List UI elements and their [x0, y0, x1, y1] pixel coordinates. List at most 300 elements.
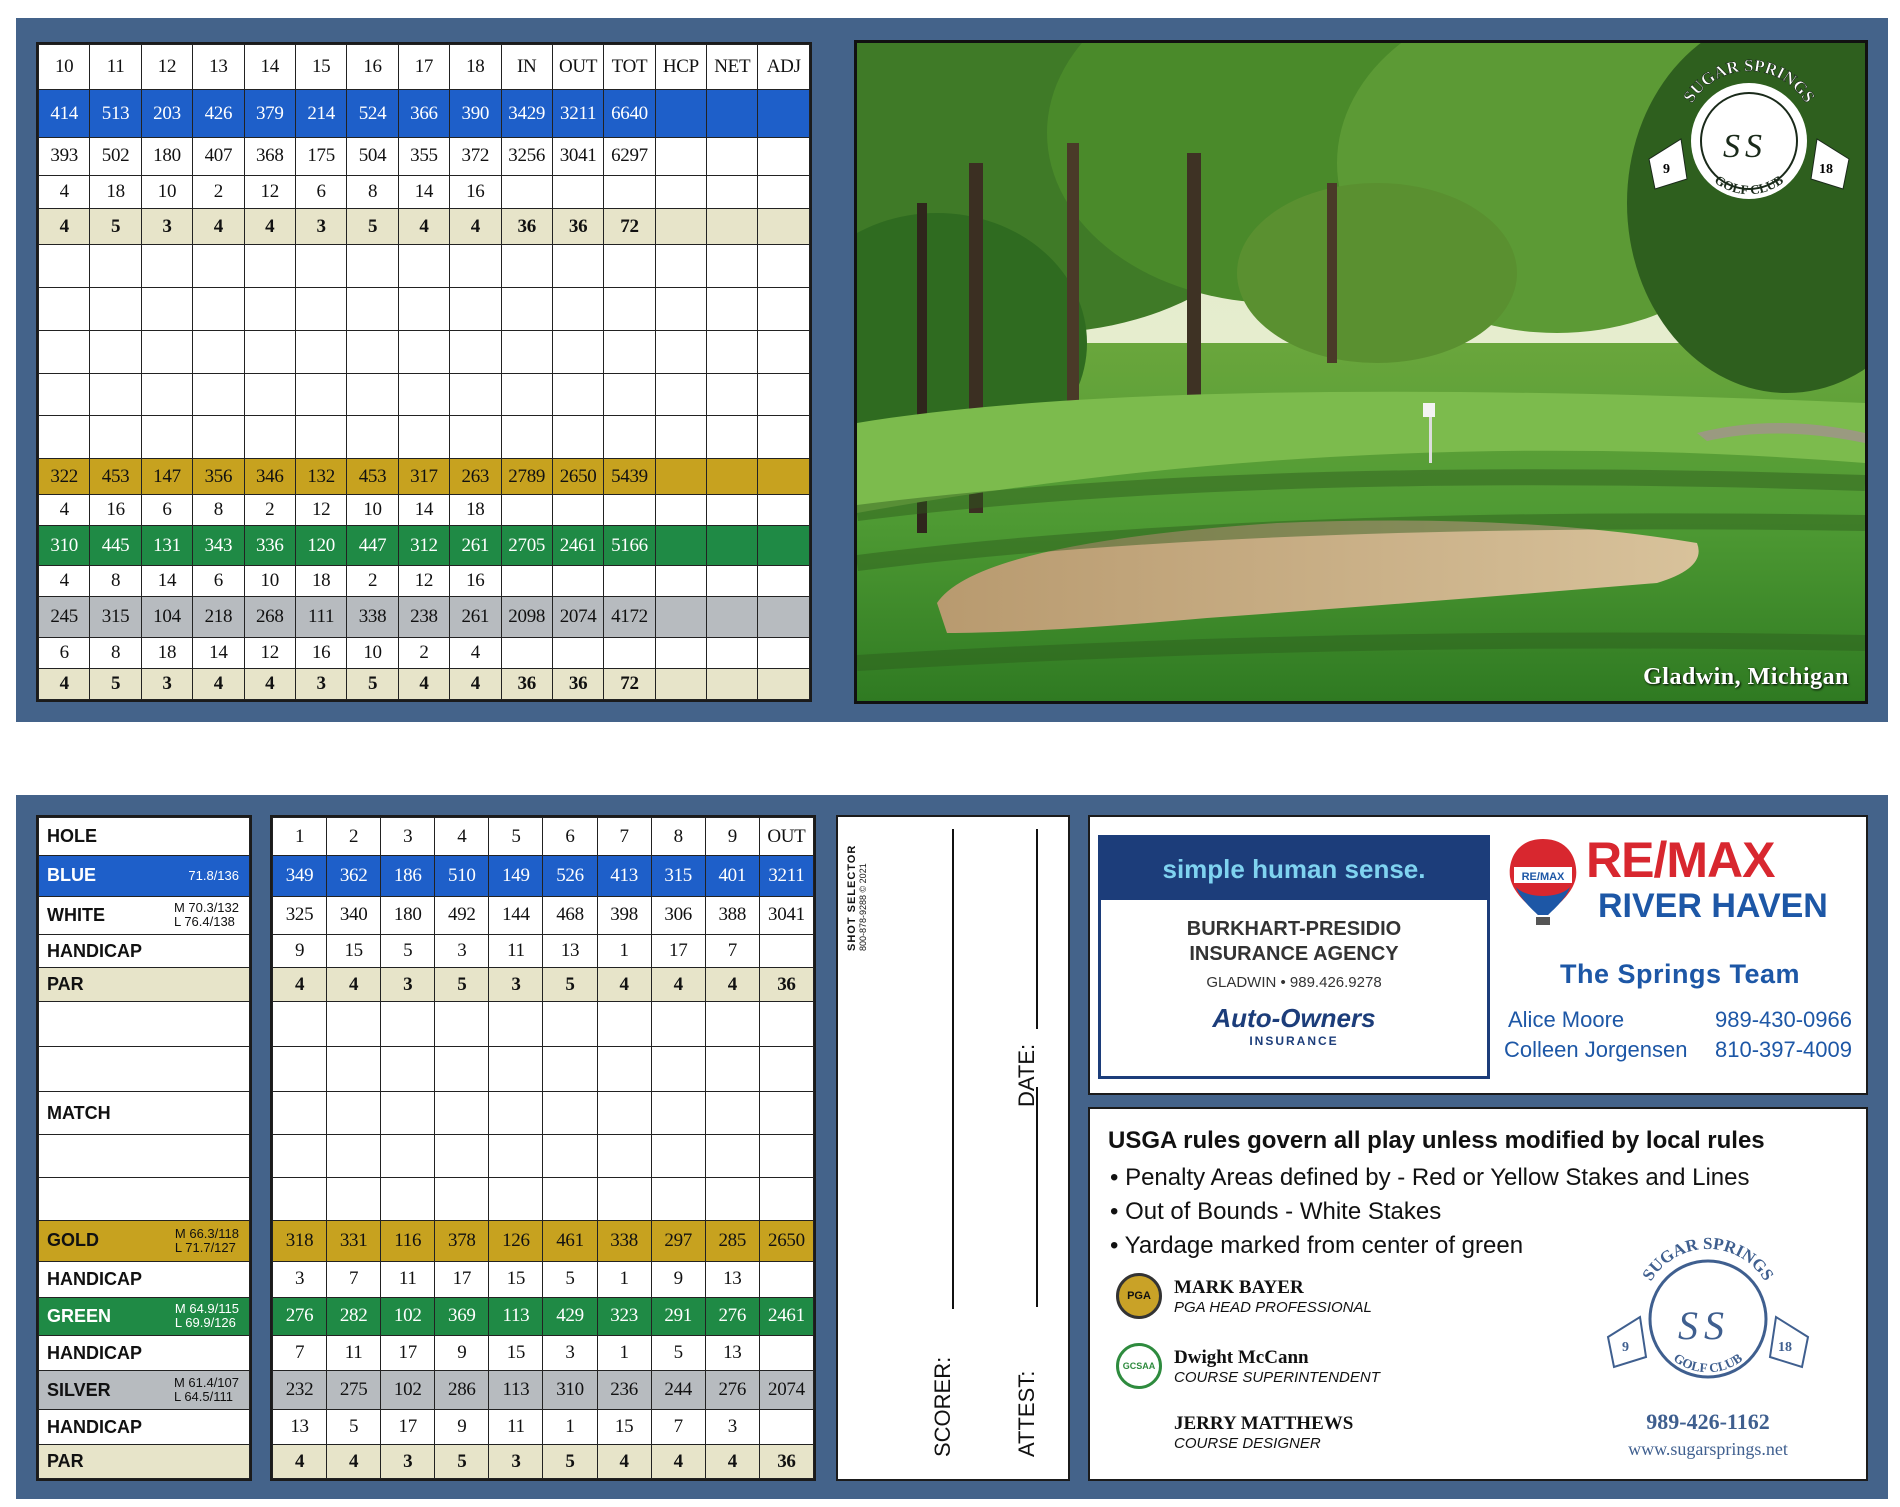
- yardage-cell: [501, 566, 552, 597]
- hole-header: 6: [543, 818, 597, 856]
- blank-row: [39, 416, 810, 459]
- score-cell[interactable]: [651, 1001, 705, 1046]
- score-cell[interactable]: [597, 1135, 651, 1178]
- yardage-cell: 393: [39, 137, 90, 175]
- score-cell[interactable]: [655, 526, 706, 566]
- yardage-cell: 5: [90, 209, 141, 245]
- logo-flag-right: 18: [1819, 162, 1833, 177]
- score-cell[interactable]: [758, 526, 810, 566]
- score-cell[interactable]: [758, 416, 810, 459]
- score-cell[interactable]: [244, 416, 295, 459]
- score-cell[interactable]: [655, 373, 706, 416]
- score-cell[interactable]: [655, 459, 706, 495]
- yardage-cell: [759, 1261, 813, 1297]
- yardage-cell: 17: [651, 934, 705, 967]
- yardage-cell: 263: [450, 459, 501, 495]
- score-cell[interactable]: [758, 637, 810, 668]
- score-cell[interactable]: [604, 245, 655, 288]
- yardage-cell: 2789: [501, 459, 552, 495]
- hcp-row: [273, 1335, 814, 1371]
- score-cell[interactable]: [552, 287, 603, 330]
- yardage-cell: 5439: [604, 459, 655, 495]
- hole-header: TOT: [604, 45, 655, 90]
- yardage-cell: 276: [705, 1297, 759, 1335]
- yardage-cell: [759, 1335, 813, 1371]
- score-cell[interactable]: [707, 245, 758, 288]
- score-cell[interactable]: [758, 373, 810, 416]
- score-cell[interactable]: [655, 597, 706, 637]
- yardage-cell: 2650: [552, 459, 603, 495]
- row-label-text: MATCH: [47, 1102, 111, 1123]
- score-cell[interactable]: [193, 373, 244, 416]
- yardage-cell: 131: [141, 526, 192, 566]
- header-label-row: [39, 818, 250, 856]
- score-cell[interactable]: [450, 330, 501, 373]
- yardage-cell: 3: [381, 1445, 435, 1479]
- logo-name: SUGAR SPRINGS: [1679, 55, 1819, 106]
- gold-row: [273, 1221, 814, 1262]
- blank-row: [39, 373, 810, 416]
- yardage-cell: 72: [604, 668, 655, 699]
- score-cell[interactable]: [489, 1135, 543, 1178]
- score-cell[interactable]: [327, 1047, 381, 1092]
- score-cell[interactable]: [705, 1135, 759, 1178]
- yardage-cell: 18: [295, 566, 346, 597]
- score-cell[interactable]: [327, 1001, 381, 1046]
- score-cell[interactable]: [655, 668, 706, 699]
- yardage-cell: 276: [705, 1371, 759, 1409]
- score-cell[interactable]: [450, 373, 501, 416]
- yardage-cell: 3: [141, 209, 192, 245]
- shot-selector-brand: [846, 831, 886, 951]
- score-cell[interactable]: [501, 245, 552, 288]
- score-cell[interactable]: [347, 245, 398, 288]
- score-cell[interactable]: [501, 373, 552, 416]
- score-cell[interactable]: [244, 245, 295, 288]
- club-logo-white: [1639, 49, 1859, 219]
- yardage-cell: 11: [327, 1335, 381, 1371]
- yardage-cell: 2650: [759, 1221, 813, 1262]
- score-cell[interactable]: [450, 287, 501, 330]
- yardage-cell: 453: [90, 459, 141, 495]
- yardage-cell: 4: [39, 175, 90, 208]
- score-cell[interactable]: [327, 1178, 381, 1221]
- yardage-cell: 325: [273, 896, 327, 934]
- logo-name: SUGAR SPRINGS: [1638, 1233, 1778, 1284]
- yardage-cell: 2461: [552, 526, 603, 566]
- score-cell[interactable]: [651, 1092, 705, 1135]
- score-cell[interactable]: [655, 287, 706, 330]
- remax-logo: RE/MAX: [1586, 832, 1775, 888]
- score-cell[interactable]: [543, 1178, 597, 1221]
- score-cell[interactable]: [501, 416, 552, 459]
- score-cell[interactable]: [381, 1001, 435, 1046]
- yardage-cell: 414: [39, 90, 90, 138]
- score-cell[interactable]: [655, 137, 706, 175]
- green-row: [273, 1297, 814, 1335]
- yardage-cell: 282: [327, 1297, 381, 1335]
- yardage-cell: 2: [244, 495, 295, 526]
- yardage-cell: 120: [295, 526, 346, 566]
- score-cell[interactable]: [273, 1047, 327, 1092]
- score-cell[interactable]: [655, 495, 706, 526]
- score-cell[interactable]: [707, 459, 758, 495]
- par-label-row: [39, 968, 250, 1001]
- hcp-row: [273, 1261, 814, 1297]
- score-cell[interactable]: [381, 1135, 435, 1178]
- score-cell[interactable]: [141, 245, 192, 288]
- score-cell[interactable]: [381, 1178, 435, 1221]
- yardage-cell: 15: [489, 1261, 543, 1297]
- yardage-cell: 4: [450, 637, 501, 668]
- score-cell[interactable]: [141, 416, 192, 459]
- score-cell[interactable]: [295, 330, 346, 373]
- yardage-cell: 3: [543, 1335, 597, 1371]
- score-cell[interactable]: [759, 1135, 813, 1178]
- yardage-cell: 14: [398, 495, 449, 526]
- score-cell[interactable]: [552, 330, 603, 373]
- score-cell[interactable]: [758, 459, 810, 495]
- score-cell[interactable]: [552, 245, 603, 288]
- yardage-cell: 4: [273, 968, 327, 1001]
- score-cell[interactable]: [707, 668, 758, 699]
- yardage-cell: 426: [193, 90, 244, 138]
- score-cell[interactable]: [347, 330, 398, 373]
- score-cell[interactable]: [705, 1092, 759, 1135]
- yardage-cell: 3: [273, 1261, 327, 1297]
- score-cell[interactable]: [295, 416, 346, 459]
- yardage-cell: 338: [597, 1221, 651, 1262]
- agency-line1: BURKHART-PRESIDIO: [1186, 918, 1402, 940]
- insurance-ad: [1098, 835, 1490, 1079]
- row-label-text: HOLE: [47, 826, 98, 847]
- score-cell[interactable]: [707, 597, 758, 637]
- yardage-cell: 214: [295, 90, 346, 138]
- yardage-cell: 312: [398, 526, 449, 566]
- score-cell[interactable]: [707, 90, 758, 138]
- score-cell[interactable]: [295, 287, 346, 330]
- yardage-cell: 297: [651, 1221, 705, 1262]
- yardage-cell: 447: [347, 526, 398, 566]
- yardage-cell: 186: [381, 856, 435, 897]
- score-cell[interactable]: [759, 1092, 813, 1135]
- score-cell[interactable]: [707, 566, 758, 597]
- yardage-cell: 4: [651, 968, 705, 1001]
- yardage-cell: 36: [759, 1445, 813, 1479]
- score-cell[interactable]: [435, 1047, 489, 1092]
- yardage-cell: 4: [651, 1445, 705, 1479]
- blue-row: [273, 856, 814, 897]
- score-cell[interactable]: [244, 287, 295, 330]
- score-cell[interactable]: [759, 1178, 813, 1221]
- yardage-cell: 261: [450, 597, 501, 637]
- yardage-cell: 9: [651, 1261, 705, 1297]
- score-cell[interactable]: [604, 330, 655, 373]
- score-cell[interactable]: [193, 330, 244, 373]
- score-cell[interactable]: [597, 1001, 651, 1046]
- score-cell[interactable]: [39, 373, 90, 416]
- score-cell[interactable]: [381, 1092, 435, 1135]
- yardage-cell: 261: [450, 526, 501, 566]
- yardage-cell: 3: [705, 1409, 759, 1445]
- header-row: [39, 45, 810, 90]
- score-cell[interactable]: [489, 1047, 543, 1092]
- yardage-cell: 317: [398, 459, 449, 495]
- svg-text:S: S: [1723, 128, 1740, 165]
- yardage-cell: 4: [327, 1445, 381, 1479]
- date-line[interactable]: [1036, 829, 1038, 1029]
- front-labels-table: [38, 817, 250, 1479]
- score-cell[interactable]: [707, 526, 758, 566]
- club-website[interactable]: www.sugarsprings.net: [1628, 1439, 1788, 1459]
- yardage-cell: 3211: [759, 856, 813, 897]
- yardage-cell: 7: [705, 934, 759, 967]
- score-cell[interactable]: [705, 1178, 759, 1221]
- score-cell[interactable]: [141, 330, 192, 373]
- score-cell[interactable]: [489, 1001, 543, 1046]
- score-cell[interactable]: [39, 330, 90, 373]
- yardage-cell: 10: [347, 637, 398, 668]
- score-cell[interactable]: [597, 1178, 651, 1221]
- row-label-text: PAR: [47, 974, 84, 995]
- score-cell[interactable]: [705, 1047, 759, 1092]
- yardage-cell: 6: [295, 175, 346, 208]
- yardage-cell: 390: [450, 90, 501, 138]
- yardage-cell: 318: [273, 1221, 327, 1262]
- score-cell[interactable]: [758, 330, 810, 373]
- back-nine-table: [38, 44, 810, 700]
- green-label-row: [39, 1297, 250, 1335]
- score-cell[interactable]: [90, 245, 141, 288]
- score-cell[interactable]: [604, 416, 655, 459]
- score-cell[interactable]: [193, 416, 244, 459]
- yardage-cell: 4: [39, 566, 90, 597]
- insurance-tagline: simple human sense.: [1101, 838, 1487, 900]
- score-cell[interactable]: [295, 245, 346, 288]
- score-cell[interactable]: [39, 245, 90, 288]
- score-cell[interactable]: [273, 1001, 327, 1046]
- scorer-line[interactable]: [952, 829, 954, 1309]
- yardage-cell: 10: [347, 495, 398, 526]
- score-cell[interactable]: [39, 287, 90, 330]
- yardage-cell: 11: [381, 1261, 435, 1297]
- score-cell[interactable]: [552, 416, 603, 459]
- photo-caption: Gladwin, Michigan: [1643, 664, 1849, 690]
- score-cell[interactable]: [90, 330, 141, 373]
- score-cell[interactable]: [707, 637, 758, 668]
- yardage-cell: 14: [398, 175, 449, 208]
- score-cell[interactable]: [273, 1178, 327, 1221]
- yardage-cell: 3: [381, 968, 435, 1001]
- score-cell[interactable]: [758, 175, 810, 208]
- score-cell[interactable]: [435, 1001, 489, 1046]
- score-cell[interactable]: [655, 330, 706, 373]
- yardage-cell: 1: [597, 1261, 651, 1297]
- score-cell[interactable]: [758, 287, 810, 330]
- score-cell[interactable]: [707, 175, 758, 208]
- score-cell[interactable]: [655, 566, 706, 597]
- score-cell[interactable]: [552, 373, 603, 416]
- score-cell[interactable]: [597, 1047, 651, 1092]
- score-cell[interactable]: [758, 137, 810, 175]
- score-cell[interactable]: [651, 1135, 705, 1178]
- score-cell[interactable]: [543, 1135, 597, 1178]
- score-cell[interactable]: [273, 1092, 327, 1135]
- front-nine-labels: [36, 815, 252, 1481]
- score-cell[interactable]: [758, 245, 810, 288]
- score-cell[interactable]: [327, 1092, 381, 1135]
- hcp-label-row: [39, 1335, 250, 1371]
- yardage-cell: [759, 934, 813, 967]
- score-cell[interactable]: [347, 287, 398, 330]
- score-cell[interactable]: [398, 416, 449, 459]
- score-cell[interactable]: [398, 287, 449, 330]
- score-cell[interactable]: [141, 373, 192, 416]
- score-cell[interactable]: [39, 416, 90, 459]
- yardage-cell: 12: [398, 566, 449, 597]
- hole-header: 8: [651, 818, 705, 856]
- attest-line[interactable]: [1036, 1087, 1038, 1307]
- row-label: [39, 1178, 250, 1221]
- staff-name: Dwight McCann: [1174, 1346, 1309, 1368]
- score-cell[interactable]: [193, 287, 244, 330]
- score-cell[interactable]: [327, 1135, 381, 1178]
- score-cell[interactable]: [604, 373, 655, 416]
- white-row: [273, 896, 814, 934]
- score-cell[interactable]: [651, 1178, 705, 1221]
- score-cell[interactable]: [501, 287, 552, 330]
- score-cell[interactable]: [655, 175, 706, 208]
- yardage-cell: 306: [651, 896, 705, 934]
- score-cell[interactable]: [244, 330, 295, 373]
- score-cell[interactable]: [381, 1047, 435, 1092]
- attest-label: ATTEST:: [1014, 1370, 1039, 1457]
- score-cell[interactable]: [450, 416, 501, 459]
- score-cell[interactable]: [543, 1047, 597, 1092]
- yardage-cell: 15: [489, 1335, 543, 1371]
- score-cell[interactable]: [707, 416, 758, 459]
- yardage-cell: 238: [398, 597, 449, 637]
- yardage-cell: 14: [141, 566, 192, 597]
- score-cell[interactable]: [758, 90, 810, 138]
- score-cell[interactable]: [141, 287, 192, 330]
- score-cell[interactable]: [501, 330, 552, 373]
- rule-item: • Penalty Areas defined by - Red or Yellow Stakes and Lines: [1110, 1164, 1750, 1191]
- yardage-cell: 3: [295, 209, 346, 245]
- yardage-cell: 36: [552, 668, 603, 699]
- score-cell[interactable]: [193, 245, 244, 288]
- blank-row: [273, 1001, 814, 1046]
- blank-row: [273, 1178, 814, 1221]
- blank-row: [273, 1092, 814, 1135]
- yardage-cell: 338: [347, 597, 398, 637]
- score-cell[interactable]: [655, 416, 706, 459]
- score-cell[interactable]: [604, 287, 655, 330]
- score-cell[interactable]: [707, 495, 758, 526]
- score-cell[interactable]: [347, 416, 398, 459]
- yardage-cell: 368: [244, 137, 295, 175]
- score-cell[interactable]: [655, 209, 706, 245]
- score-cell[interactable]: [759, 1047, 813, 1092]
- score-cell[interactable]: [244, 373, 295, 416]
- score-cell[interactable]: [758, 597, 810, 637]
- score-cell[interactable]: [90, 373, 141, 416]
- blank-row: [39, 330, 810, 373]
- score-cell[interactable]: [273, 1135, 327, 1178]
- row-label: [39, 1092, 250, 1135]
- score-cell[interactable]: [707, 373, 758, 416]
- yardage-cell: 4: [327, 968, 381, 1001]
- score-cell[interactable]: [543, 1001, 597, 1046]
- score-cell[interactable]: [758, 566, 810, 597]
- row-label: [39, 1221, 250, 1262]
- score-cell[interactable]: [90, 416, 141, 459]
- score-cell[interactable]: [489, 1178, 543, 1221]
- score-cell[interactable]: [651, 1047, 705, 1092]
- score-cell[interactable]: [759, 1001, 813, 1046]
- yardage-cell: 5: [347, 209, 398, 245]
- score-cell[interactable]: [489, 1092, 543, 1135]
- agency-line2: INSURANCE AGENCY: [1189, 943, 1399, 965]
- yardage-cell: 453: [347, 459, 398, 495]
- yardage-cell: 1: [543, 1409, 597, 1445]
- row-label: [39, 1001, 250, 1046]
- yardage-cell: 429: [543, 1297, 597, 1335]
- score-cell[interactable]: [705, 1001, 759, 1046]
- score-cell[interactable]: [655, 90, 706, 138]
- score-cell[interactable]: [655, 245, 706, 288]
- score-cell[interactable]: [435, 1135, 489, 1178]
- score-cell[interactable]: [655, 637, 706, 668]
- score-cell[interactable]: [758, 209, 810, 245]
- score-cell[interactable]: [758, 495, 810, 526]
- yardage-cell: 286: [435, 1371, 489, 1409]
- score-cell[interactable]: [758, 668, 810, 699]
- score-cell[interactable]: [295, 373, 346, 416]
- white-label-row: [39, 896, 250, 934]
- score-cell[interactable]: [707, 209, 758, 245]
- yardage-cell: 13: [705, 1261, 759, 1297]
- score-cell[interactable]: [707, 330, 758, 373]
- score-cell[interactable]: [543, 1092, 597, 1135]
- hole-header: 10: [39, 45, 90, 90]
- row-label-text: PAR: [47, 1451, 84, 1472]
- score-cell[interactable]: [398, 373, 449, 416]
- score-cell[interactable]: [90, 287, 141, 330]
- yardage-cell: 180: [141, 137, 192, 175]
- score-cell[interactable]: [435, 1092, 489, 1135]
- score-cell[interactable]: [707, 287, 758, 330]
- yardage-cell: 1: [597, 1335, 651, 1371]
- yardage-cell: 244: [651, 1371, 705, 1409]
- remax-team: The Springs Team: [1559, 959, 1801, 989]
- yardage-cell: 6: [193, 566, 244, 597]
- yardage-cell: [501, 495, 552, 526]
- score-cell[interactable]: [450, 245, 501, 288]
- silver-row: [39, 597, 810, 637]
- yardage-cell: 356: [193, 459, 244, 495]
- score-cell[interactable]: [597, 1092, 651, 1135]
- yardage-cell: 4: [244, 668, 295, 699]
- yardage-cell: 7: [327, 1261, 381, 1297]
- score-cell[interactable]: [707, 137, 758, 175]
- hcp-row: [273, 1409, 814, 1445]
- score-cell[interactable]: [347, 373, 398, 416]
- score-cell[interactable]: [435, 1178, 489, 1221]
- score-cell[interactable]: [398, 330, 449, 373]
- yardage-cell: 15: [597, 1409, 651, 1445]
- score-cell[interactable]: [398, 245, 449, 288]
